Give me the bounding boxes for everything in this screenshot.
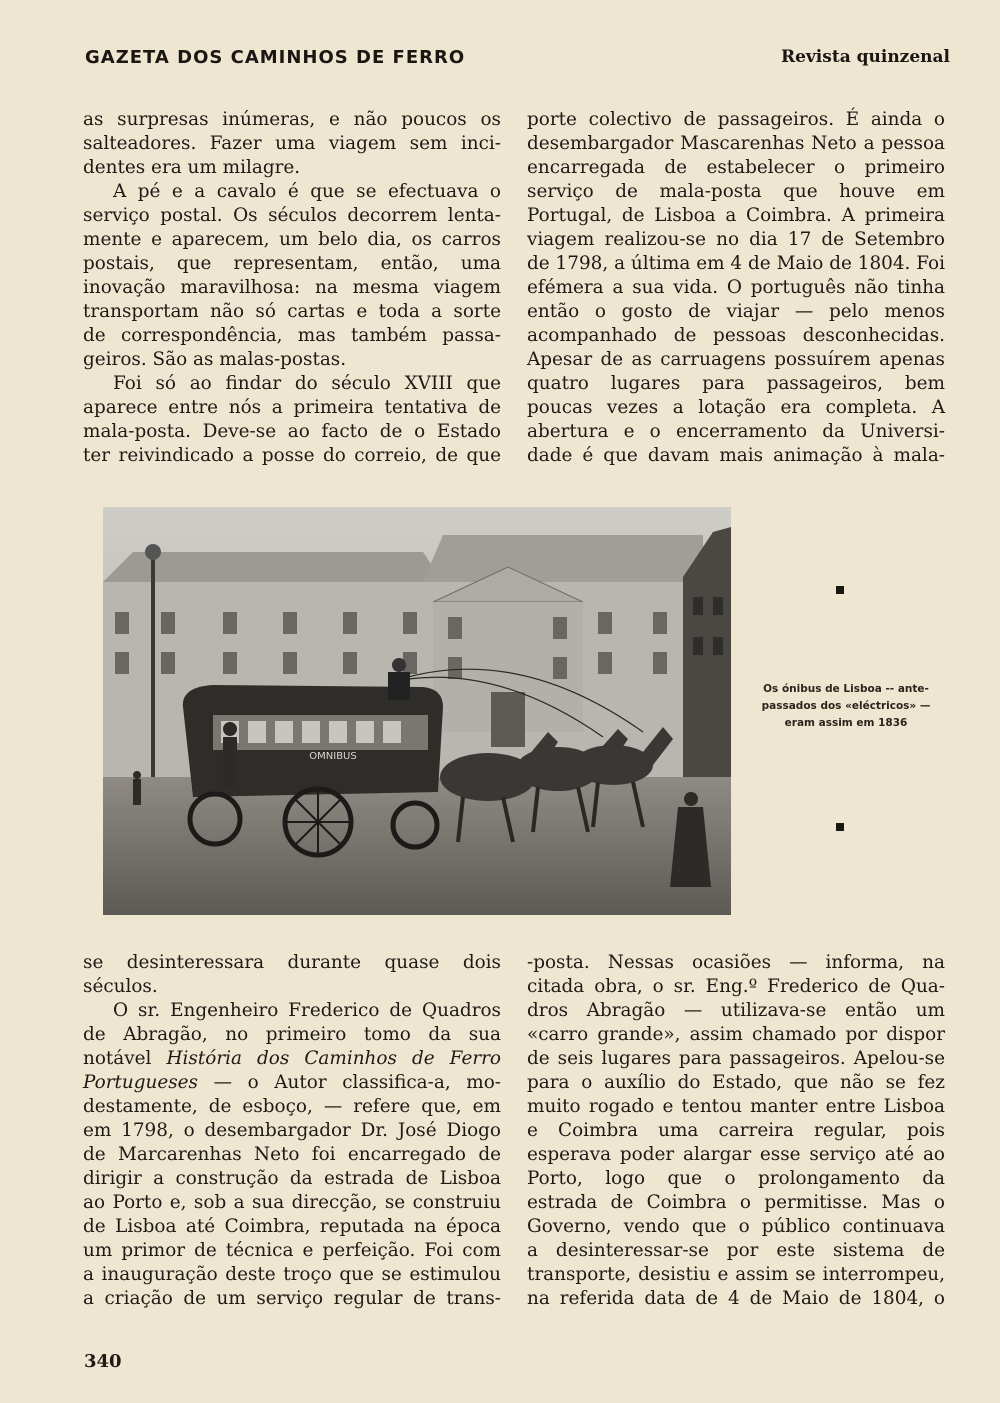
text-line: citada obra, o sr. Eng.º Frederico de Qua- xyxy=(527,976,945,997)
text-line: ter reivindicado a posse do correio, de que xyxy=(83,445,501,466)
text-line: inovação maravilhosa: na mesma viagem xyxy=(83,277,501,298)
text-fragment: — o Autor classifica-a, mo- xyxy=(213,1072,501,1093)
text-line: dros Abragão — utilizava-se então um xyxy=(527,1000,945,1021)
text-line: a criação de um serviço regular de trans- xyxy=(83,1288,501,1309)
text-line: mala-posta. Deve-se ao facto de o Estado xyxy=(83,421,501,442)
text-line: efémera a sua vida. O português não tinha xyxy=(527,277,945,298)
column-top-left xyxy=(83,108,501,468)
text-line: viagem realizou-se no dia 17 de Setembro xyxy=(527,229,945,250)
column-bottom-left xyxy=(83,951,501,1311)
text-line: então o gosto de viajar — pelo menos xyxy=(527,301,945,322)
text-line xyxy=(83,1047,501,1071)
page-number: 340 xyxy=(84,1351,122,1372)
text-line: séculos. xyxy=(83,976,158,997)
text-line: abertura e o encerramento da Universi- xyxy=(527,421,945,442)
omnibus-sign: OMNIBUS xyxy=(309,751,357,762)
text-line: salteadores. Fazer uma viagem sem inci- xyxy=(83,133,501,154)
text-line: a desinteressar-se por este sistema de xyxy=(527,1240,945,1261)
omnibus-engraving xyxy=(103,507,731,915)
text-line: esperava poder alargar esse serviço até ao xyxy=(527,1144,945,1165)
text-line: serviço de mala-posta que houve em xyxy=(527,181,945,202)
text-line: ao Porto e, sob a sua direcção, se construiu xyxy=(83,1192,501,1213)
caption-bullet-bottom xyxy=(836,823,844,831)
text-line: postais, que representam, então, uma xyxy=(83,253,501,274)
text-line: encarregada de estabelecer o primeiro xyxy=(527,157,945,178)
text-line: aparece entre nós a primeira tentativa de xyxy=(83,397,501,418)
text-line: Governo, vendo que o público continuava xyxy=(527,1216,945,1237)
column-top-right xyxy=(527,108,945,468)
text-line: Portugal, de Lisboa a Coimbra. A primeira xyxy=(527,205,945,226)
text-line: em 1798, o desembargador Dr. José Diogo xyxy=(83,1120,501,1141)
text-line: poucas vezes a lotação era completa. A xyxy=(527,397,945,418)
text-line: serviço postal. Os séculos decorrem lenta- xyxy=(83,205,501,226)
text-line: de seis lugares para passageiros. Apelou-se xyxy=(527,1048,945,1069)
text-line: dentes era um milagre. xyxy=(83,157,301,178)
text-line: de Lisboa até Coimbra, reputada na época xyxy=(83,1216,501,1237)
text-line: acompanhado de pessoas desconhecidas. xyxy=(527,325,945,346)
text-line: destamente, de esboço, — refere que, em xyxy=(83,1096,501,1117)
text-fragment: notável xyxy=(83,1048,152,1069)
text-line: quatro lugares para passageiros, bem xyxy=(527,373,945,394)
text-line: de Abragão, no primeiro tomo da sua xyxy=(83,1024,501,1045)
text-line: Porto, logo que o prolongamento da xyxy=(527,1168,945,1189)
text-line: dirigir a construção da estrada de Lisboa xyxy=(83,1168,501,1189)
header-frequency: Revista quinzenal xyxy=(780,47,950,67)
text-line: transportam não só cartas e toda a sorte xyxy=(83,301,501,322)
text-line: «carro grande», assim chamado por dispor xyxy=(527,1024,945,1045)
text-line: de 1798, a última em 4 de Maio de 1804. Foi xyxy=(527,253,945,274)
text-line: na referida data de 4 de Maio de 1804, o xyxy=(527,1288,945,1309)
text-line: porte colectivo de passageiros. É ainda o xyxy=(527,109,945,130)
header-journal-title: GAZETA DOS CAMINHOS DE FERRO xyxy=(85,47,466,68)
text-line: -posta. Nessas ocasiões — informa, na xyxy=(527,952,945,973)
text-line: mente e aparecem, um belo dia, os carros xyxy=(83,229,501,250)
column-bottom-right xyxy=(527,951,945,1311)
text-line xyxy=(83,1071,501,1095)
text-line: as surpresas inúmeras, e não poucos os xyxy=(83,109,501,130)
text-line: desembargador Mascarenhas Neto a pessoa xyxy=(527,133,945,154)
book-title-part-1: História dos Caminhos de Ferro xyxy=(166,1048,501,1069)
book-title-part-2: Portugueses xyxy=(83,1072,198,1093)
caption-line: passados dos «eléctricos» — xyxy=(761,700,931,712)
text-line: geiros. São as malas-postas. xyxy=(83,349,347,370)
text-line: dade é que davam mais animação à mala- xyxy=(527,445,945,466)
text-line: Apesar de as carruagens possuírem apenas xyxy=(527,349,945,370)
text-line: e Coimbra uma carreira regular, pois xyxy=(527,1120,945,1141)
text-line: de Marcarenhas Neto foi encarregado de xyxy=(83,1144,501,1165)
caption-bullet-top xyxy=(836,586,844,594)
text-line: de correspondência, mas também passa- xyxy=(83,325,501,346)
caption-line: eram assim em 1836 xyxy=(784,717,908,729)
figure-caption xyxy=(746,681,946,732)
text-line: a inauguração deste troço que se estimulou xyxy=(83,1264,501,1285)
text-line: O sr. Engenheiro Frederico de Quadros xyxy=(113,1000,501,1021)
text-line: transporte, desistiu e assim se interrompeu, xyxy=(527,1264,945,1285)
text-line: se desinteressara durante quase dois xyxy=(83,952,501,973)
text-line: estrada de Coimbra o permitisse. Mas o xyxy=(527,1192,945,1213)
caption-line: Os ónibus de Lisboa -- ante- xyxy=(763,683,929,695)
text-line: Foi só ao findar do século XVIII que xyxy=(113,373,501,394)
text-line: um primor de técnica e perfeição. Foi com xyxy=(83,1240,501,1261)
text-line: muito rogado e tentou manter entre Lisboa xyxy=(527,1096,945,1117)
text-line: para o auxílio do Estado, que não se fez xyxy=(527,1072,945,1093)
text-line: A pé e a cavalo é que se efectuava o xyxy=(113,181,501,202)
